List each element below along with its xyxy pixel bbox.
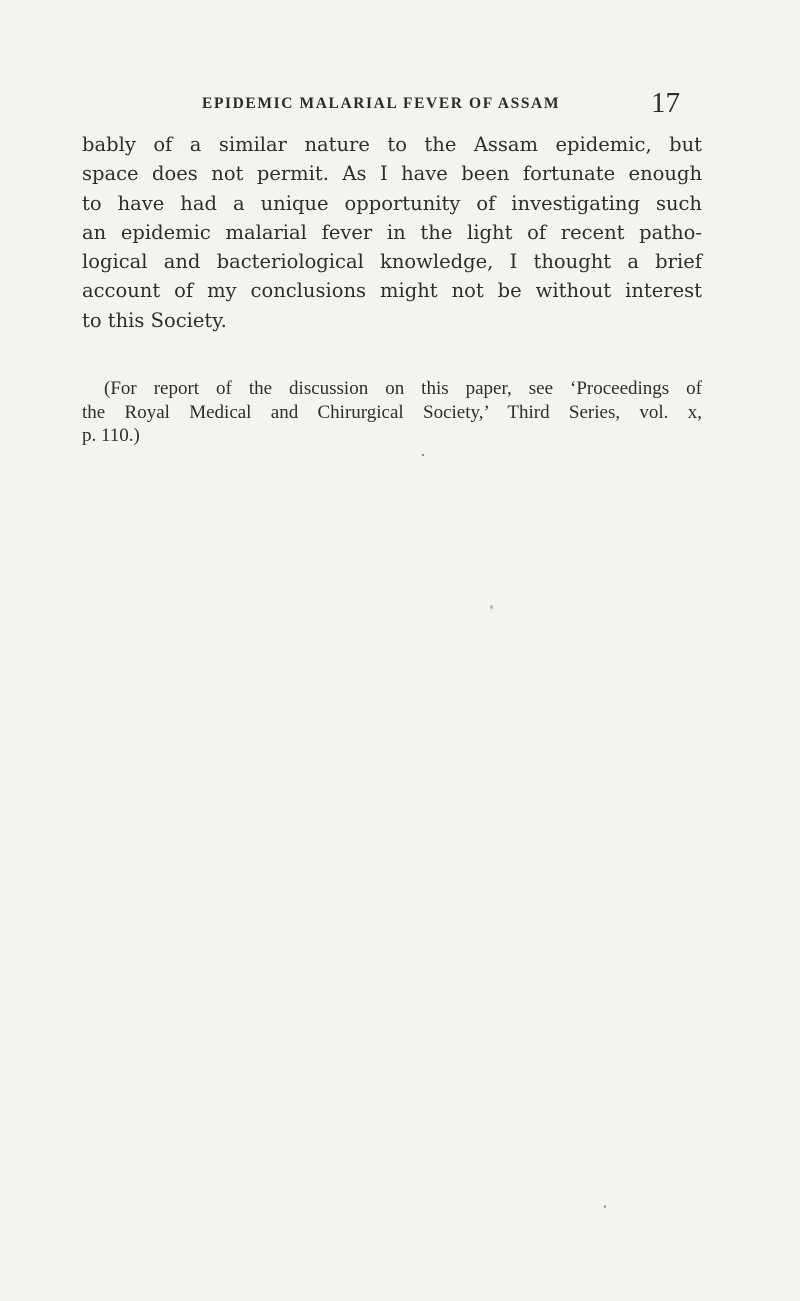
running-header bbox=[130, 89, 682, 119]
body-paragraph bbox=[82, 130, 702, 335]
running-header-title: EPIDEMIC MALARIAL FEVER OF ASSAM bbox=[202, 95, 561, 112]
body-line: to this Society. bbox=[82, 308, 227, 332]
paper-speck bbox=[604, 1205, 606, 1208]
discussion-note bbox=[82, 377, 702, 448]
note-line: the Royal Medical and Chirurgical Society,’ Third Series, vol. x, bbox=[82, 401, 702, 423]
note-line: (For report of the discussion on this paper, see ‘Proceedings of bbox=[104, 378, 702, 399]
paper-speck bbox=[490, 605, 493, 609]
paper-speck bbox=[422, 454, 424, 456]
body-line: logical and bacteriological knowledge, I thought a brief bbox=[82, 250, 702, 274]
body-line: an epidemic malarial fever in the light of recent patho- bbox=[82, 220, 702, 244]
body-line: bably of a similar nature to the Assam epidemic, but bbox=[82, 133, 702, 156]
body-line: to have had a unique opportunity of investigating such bbox=[82, 191, 702, 215]
note-line: p. 110.) bbox=[82, 425, 140, 446]
body-line: account of my conclusions might not be without interest bbox=[82, 279, 702, 303]
body-line: space does not permit. As I have been fortunate enough bbox=[82, 162, 702, 186]
page-number: 17 bbox=[651, 87, 680, 119]
